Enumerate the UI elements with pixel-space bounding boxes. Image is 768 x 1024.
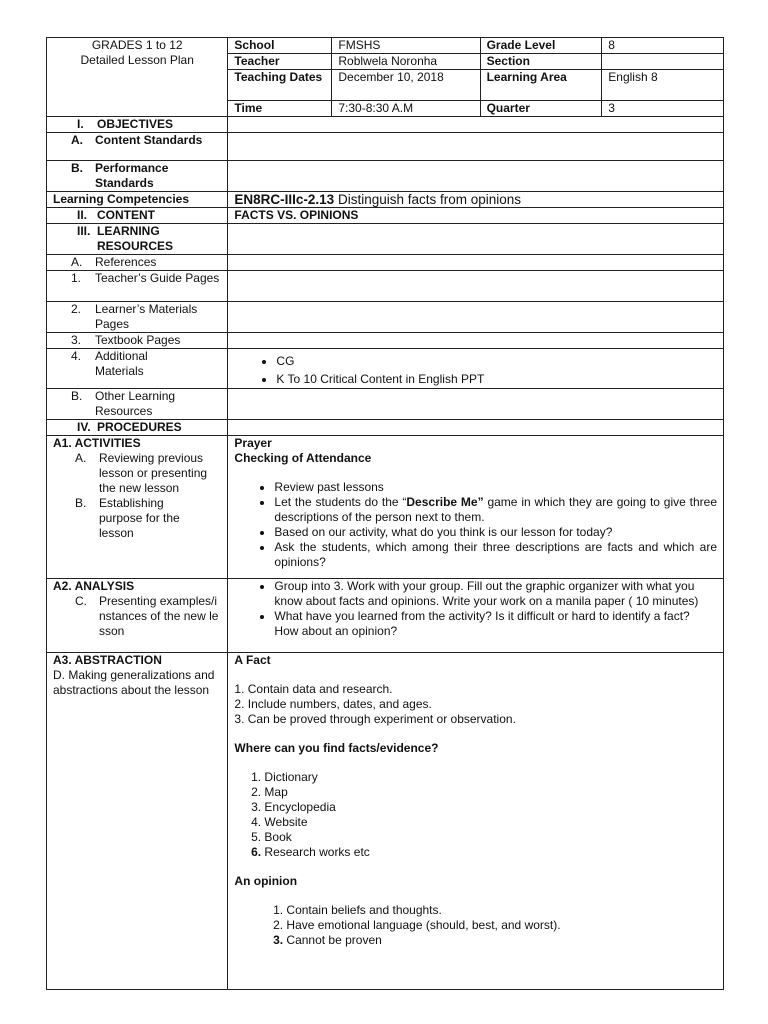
performance-standards-label: Performance Standards	[95, 161, 169, 190]
a3-item: D. Making generalizations and abstractions about the lesson	[53, 668, 215, 697]
a3-cell	[47, 653, 228, 990]
a2-title: A2. ANALYSIS	[53, 579, 135, 593]
performance-standards-value	[228, 161, 724, 192]
lesson-plan-table	[46, 37, 724, 990]
section-value	[602, 54, 724, 70]
additional-materials-cell	[47, 349, 228, 389]
a1-item-b-key: B.	[75, 496, 87, 510]
competency-code: EN8RC-IIIc-2.13	[234, 192, 335, 207]
resources-num: III.	[77, 224, 91, 238]
a1-bullet-describe-me	[274, 495, 717, 525]
procedures-title: PROCEDURES	[97, 420, 182, 434]
learners-materials-cell	[47, 302, 228, 333]
fact-line: 3. Can be proved through experiment or observation.	[234, 712, 516, 726]
grades-text: GRADES 1 to 12	[91, 38, 183, 52]
a2-bullet: • What have you learned from the activity? Is it difficult or hard to identify a fact? How about an opinion?	[274, 609, 717, 639]
learning-competencies-label: Learning Competencies	[47, 192, 228, 208]
procedures-value	[228, 420, 724, 436]
grade-level-value: 8	[602, 38, 724, 54]
a2-bullet: • Group into 3. Work with your group. Fill out the graphic organizer with what you know about facts and opinions. Write your work on a manila paper ( 10 minutes)	[274, 579, 717, 609]
learners-materials-value	[228, 302, 724, 333]
time-value: 7:30-8:30 A.M	[332, 101, 480, 117]
resources-value	[228, 224, 724, 255]
textbook-pages-label: Textbook Pages	[95, 333, 181, 347]
content-standards-label: Content Standards	[95, 133, 203, 147]
objectives-value	[228, 117, 724, 133]
content-standards-value	[228, 133, 724, 161]
grade-level-label: Grade Level	[480, 38, 602, 54]
textbook-pages-cell	[47, 333, 228, 349]
describe-me-bold: Describe Me”	[406, 495, 484, 509]
additional-materials-key: 4.	[71, 349, 82, 363]
quarter-label: Quarter	[480, 101, 602, 117]
content-title: CONTENT	[97, 208, 155, 222]
textbook-pages-key: 3.	[71, 333, 82, 347]
a1-bullet-lesson-today: • Based on our activity, what do you think is our lesson for today?	[274, 525, 717, 540]
resources-title: LEARNING RESOURCES	[97, 224, 174, 253]
additional-materials-value	[228, 349, 724, 389]
content-standards-cell	[47, 133, 228, 161]
fact-line: 1. Contain data and research.	[234, 682, 393, 696]
header-title-cell	[47, 38, 228, 117]
teachers-guide-value	[228, 271, 724, 302]
a2-item-key: C.	[75, 594, 87, 608]
describe-me-post: game in which they are going to give three descriptions of the person next to them.	[274, 495, 718, 524]
section-label: Section	[480, 54, 602, 70]
lesson-plan-page	[46, 37, 724, 983]
content-heading	[47, 208, 228, 224]
objectives-num: I.	[77, 117, 84, 131]
a2-item: Presenting examples/instances of the new lesson	[99, 594, 219, 638]
opinion-item: 3. Cannot be proven	[286, 933, 717, 948]
references-key: A.	[71, 255, 83, 269]
content-num: II.	[77, 208, 88, 222]
describe-me-pre: Let the students do the “	[274, 495, 407, 509]
school-label: School	[228, 38, 332, 54]
teachers-guide-cell	[47, 271, 228, 302]
quarter-value: 3	[602, 101, 724, 117]
learning-area-value: English 8	[602, 70, 724, 101]
additional-materials-label: Additional Materials	[95, 349, 148, 378]
source-item: 3. Encyclopedia	[264, 800, 717, 815]
prayer-heading: Prayer	[234, 436, 272, 450]
a1-item-a: Reviewing previous lesson or presenting the new lesson	[99, 451, 208, 495]
fact-line: 2. Include numbers, dates, and ages.	[234, 697, 432, 711]
a1-bullet-review: • Review past lessons	[274, 480, 717, 495]
teachers-guide-label: Teacher’s Guide Pages	[95, 271, 220, 285]
procedures-heading	[47, 420, 228, 436]
opinion-item: 2. Have emotional language (should, best, and worst).	[286, 918, 717, 933]
opinion-heading: An opinion	[234, 874, 298, 888]
a2-content	[228, 579, 724, 653]
opinion-list	[234, 903, 717, 948]
content-standards-key: A.	[71, 133, 83, 147]
source-item: 5. Book	[264, 830, 717, 845]
a1-item-b: Establishing purpose for the lesson	[99, 496, 180, 540]
a1-content	[228, 436, 724, 579]
other-resources-label: Other Learning Resources	[95, 389, 176, 418]
objectives-title: OBJECTIVES	[97, 117, 174, 131]
plan-type-text: Detailed Lesson Plan	[80, 53, 194, 67]
school-value: FMSHS	[332, 38, 480, 54]
learners-materials-label: Learner’s Materials Pages	[95, 302, 198, 331]
attendance-heading: Checking of Attendance	[234, 451, 372, 465]
references-value	[228, 255, 724, 271]
objectives-heading	[47, 117, 228, 133]
learning-area-label: Learning Area	[480, 70, 602, 101]
other-resources-cell	[47, 389, 228, 420]
where-heading: Where can you find facts/evidence?	[234, 741, 439, 755]
fact-heading: A Fact	[234, 653, 271, 667]
sources-list	[234, 770, 717, 860]
a3-title: A3. ABSTRACTION	[53, 653, 162, 667]
a3-content	[228, 653, 724, 990]
references-label: References	[95, 255, 157, 269]
opinion-item: 1. Contain beliefs and thoughts.	[286, 903, 717, 918]
additional-material-item: • CG	[276, 352, 717, 370]
source-item: 6. Research works etc	[264, 845, 717, 860]
source-item: 2. Map	[264, 785, 717, 800]
teaching-dates-value: December 10, 2018	[332, 70, 480, 101]
source-item: 1. Dictionary	[264, 770, 717, 785]
additional-material-item: • K To 10 Critical Content in English PPT	[276, 370, 717, 388]
references-cell	[47, 255, 228, 271]
textbook-pages-value	[228, 333, 724, 349]
a2-cell	[47, 579, 228, 653]
teachers-guide-key: 1.	[71, 271, 82, 285]
resources-heading	[47, 224, 228, 255]
a1-item-a-key: A.	[75, 451, 87, 465]
content-value: FACTS VS. OPINIONS	[228, 208, 724, 224]
learners-materials-key: 2.	[71, 302, 82, 316]
performance-standards-key: B.	[71, 161, 83, 175]
competency-text: Distinguish facts from opinions	[334, 192, 522, 207]
a1-cell	[47, 436, 228, 579]
teacher-value: Roblwela Noronha	[332, 54, 480, 70]
other-resources-value	[228, 389, 724, 420]
learning-competencies-value	[228, 192, 724, 208]
performance-standards-cell	[47, 161, 228, 192]
other-resources-key: B.	[71, 389, 83, 403]
procedures-num: IV.	[77, 420, 91, 434]
teacher-label: Teacher	[228, 54, 332, 70]
source-item: 4. Website	[264, 815, 717, 830]
a1-bullet-facts-opinions: • Ask the students, which among their three descriptions are facts and which are opinions?	[274, 540, 717, 570]
time-label: Time	[228, 101, 332, 117]
a1-title: A1. ACTIVITIES	[53, 436, 141, 450]
teaching-dates-label: Teaching Dates	[228, 70, 332, 101]
